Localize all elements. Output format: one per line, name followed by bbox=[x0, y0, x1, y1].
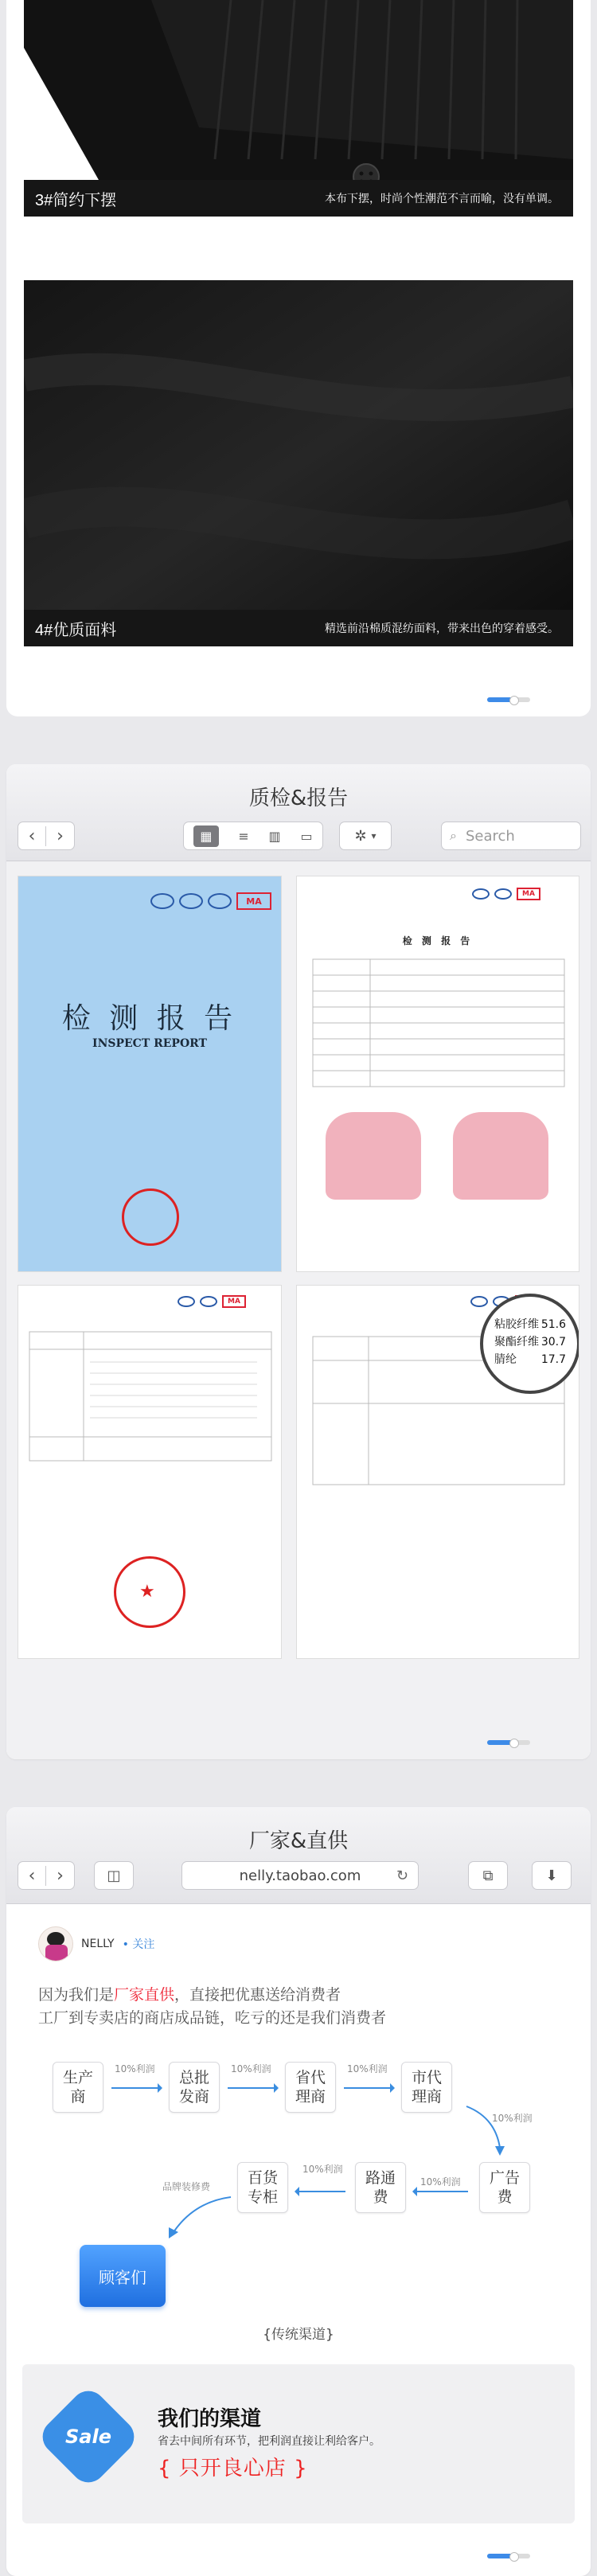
arrow-label: 10%利润 bbox=[115, 2063, 155, 2074]
follow-label: 关注 bbox=[132, 1938, 155, 1951]
column-view-icon[interactable]: ▥ bbox=[268, 828, 281, 844]
node-department-store bbox=[237, 2162, 288, 2213]
intro-text bbox=[38, 1984, 386, 2030]
node-province-agent bbox=[285, 2062, 336, 2113]
avatar[interactable] bbox=[38, 1926, 73, 1961]
flow-arrow bbox=[416, 2191, 468, 2192]
search-placeholder: Search bbox=[466, 827, 515, 845]
stamp-star-icon: ★ bbox=[139, 1582, 155, 1602]
cma-logo-icon: MA bbox=[517, 888, 540, 900]
sale-badge-label: Sale bbox=[65, 2425, 111, 2448]
node-city-agent bbox=[401, 2062, 452, 2113]
flow-arrow bbox=[228, 2087, 275, 2089]
factory-panel bbox=[6, 1807, 591, 2576]
channel-slogan: { 只开良心店 } bbox=[158, 2457, 308, 2480]
caption-bar bbox=[24, 610, 573, 646]
arrow-label: 10%利润 bbox=[492, 2113, 533, 2124]
node-label: 路通费 bbox=[365, 2169, 396, 2206]
action-button[interactable] bbox=[339, 822, 392, 850]
caption-title: 4#优质面料 bbox=[35, 621, 117, 639]
list-view-icon[interactable]: ≡ bbox=[238, 828, 249, 844]
tabs-icon: ⧉ bbox=[482, 1867, 494, 1884]
cma-logo-icon: MA bbox=[236, 892, 271, 910]
red-stamp bbox=[122, 1188, 179, 1246]
customer-node bbox=[80, 2245, 166, 2307]
sidebar-button[interactable] bbox=[94, 1861, 134, 1890]
chevron-down-icon: ▾ bbox=[371, 830, 377, 841]
node-ads bbox=[479, 2162, 530, 2213]
report-table bbox=[297, 876, 579, 1272]
nav-buttons bbox=[18, 1861, 75, 1890]
cma-logo-icon: MA bbox=[222, 1295, 246, 1308]
scroll-indicator[interactable] bbox=[487, 1740, 530, 1745]
panel-title: 质检&报告 bbox=[248, 786, 349, 810]
flow-arrow bbox=[111, 2087, 159, 2089]
scroll-indicator[interactable] bbox=[487, 697, 530, 702]
fiber-row bbox=[494, 1333, 566, 1351]
magnifier-zoom bbox=[480, 1294, 579, 1394]
cover-subtitle: INSPECT REPORT bbox=[92, 1037, 207, 1050]
gallery-view-icon[interactable]: ▭ bbox=[300, 828, 313, 844]
traditional-channel-label: {传统渠道} bbox=[263, 2327, 334, 2343]
caption-bar bbox=[24, 180, 573, 217]
finder-toolbar bbox=[6, 764, 591, 861]
reload-icon[interactable]: ↻ bbox=[396, 1867, 408, 1884]
arrow-label: 品牌装修费 bbox=[162, 2181, 211, 2192]
download-icon: ⬇ bbox=[545, 1867, 558, 1884]
flow-arrow-curve bbox=[463, 2102, 511, 2157]
report-page-4[interactable] bbox=[296, 1285, 579, 1659]
back-icon[interactable]: ‹ bbox=[18, 826, 46, 846]
search-icon: ⌕ bbox=[450, 828, 457, 843]
node-general-wholesaler bbox=[169, 2062, 220, 2113]
browser-toolbar bbox=[6, 1807, 591, 1904]
report-cover[interactable] bbox=[18, 876, 282, 1272]
intro-text-part: 因为我们是 bbox=[38, 1986, 115, 2004]
node-label: 广告费 bbox=[489, 2169, 520, 2206]
pink-sweater-back bbox=[453, 1112, 548, 1200]
nav-buttons bbox=[18, 822, 75, 850]
panel-title: 厂家&直供 bbox=[248, 1829, 349, 1853]
report-panel bbox=[6, 764, 591, 1759]
node-producer bbox=[53, 2062, 103, 2113]
view-switcher bbox=[183, 822, 323, 850]
caption-title: 3#简约下摆 bbox=[35, 191, 117, 209]
back-icon[interactable]: ‹ bbox=[18, 1866, 46, 1886]
gear-icon: ✲ bbox=[354, 827, 367, 845]
intro-text-part: ，直接把优惠送给消费者 bbox=[174, 1986, 341, 2004]
url-text: nelly.taobao.com bbox=[239, 1867, 361, 1884]
node-label: 市代理商 bbox=[411, 2069, 442, 2106]
fiber-value: 17.7 bbox=[540, 1353, 566, 1366]
scroll-indicator[interactable] bbox=[487, 2554, 530, 2558]
icon-view-icon[interactable]: ▦ bbox=[193, 825, 218, 847]
cover-title: 检 测 报 告 bbox=[61, 1002, 238, 1035]
caption-desc: 精选前沿棉质混纺面料，带来出色的穿着感受。 bbox=[325, 622, 559, 634]
pink-sweater-front bbox=[326, 1112, 421, 1200]
fiber-value: 51.6 bbox=[540, 1318, 566, 1331]
cnas-logo-icon bbox=[179, 893, 203, 909]
shop-name: NELLY bbox=[81, 1938, 115, 1950]
flow-arrow bbox=[298, 2191, 345, 2192]
channel-title: 我们的渠道 bbox=[158, 2407, 262, 2431]
search-input[interactable] bbox=[441, 822, 581, 850]
forward-icon[interactable]: › bbox=[57, 1865, 64, 1886]
node-channel-fee bbox=[355, 2162, 406, 2213]
intro-line-2: 工厂到专卖店的商店成品链，吃亏的还是我们消费者 bbox=[38, 2009, 387, 2027]
channel-subtitle: 省去中间所有环节，把利润直接让利给客户。 bbox=[158, 2435, 380, 2448]
node-label: 生产商 bbox=[62, 2069, 93, 2106]
fabric-section bbox=[6, 0, 591, 716]
node-label: 百货专柜 bbox=[247, 2169, 278, 2206]
arrow-label: 10%利润 bbox=[302, 2164, 343, 2175]
intro-line-1 bbox=[38, 1984, 386, 2007]
forward-icon[interactable]: › bbox=[57, 825, 64, 846]
sidebar-icon: ◫ bbox=[107, 1867, 121, 1884]
fiber-label: 聚酯纤维 bbox=[494, 1336, 539, 1348]
shop-profile bbox=[38, 1926, 154, 1961]
intro-highlight: 厂家直供 bbox=[114, 1986, 175, 2004]
doc-heading: 检 测 报 告 bbox=[402, 935, 474, 946]
hem-photo bbox=[24, 0, 573, 217]
report-page-2[interactable] bbox=[296, 876, 579, 1272]
fiber-row bbox=[494, 1316, 566, 1333]
follow-button[interactable]: • 关注 bbox=[122, 1938, 155, 1951]
cert-logo-icon bbox=[150, 893, 174, 909]
fabric-illustration bbox=[24, 280, 573, 646]
fiber-label: 粘胶纤维 bbox=[494, 1318, 539, 1331]
report-grid bbox=[6, 861, 591, 1759]
tabs-button[interactable] bbox=[468, 1861, 508, 1890]
node-label: 总批发商 bbox=[178, 2069, 209, 2106]
arrow-label: 10%利润 bbox=[420, 2176, 461, 2188]
our-channel-banner bbox=[22, 2364, 575, 2523]
cert-logos bbox=[150, 892, 271, 910]
address-bar[interactable] bbox=[181, 1861, 419, 1890]
caption-desc: 本布下摆，时尚个性潮范不言而喻，没有单调。 bbox=[325, 192, 559, 205]
fiber-row bbox=[494, 1351, 566, 1368]
node-label: 省代理商 bbox=[295, 2069, 326, 2106]
download-button[interactable] bbox=[532, 1861, 572, 1890]
sale-badge-icon bbox=[36, 2384, 142, 2490]
arrow-label: 10%利润 bbox=[231, 2063, 271, 2074]
fiber-label: 腈纶 bbox=[494, 1353, 517, 1366]
arrow-label: 10%利润 bbox=[347, 2063, 388, 2074]
ilac-logo-icon bbox=[208, 893, 232, 909]
flow-arrow-curve bbox=[162, 2194, 234, 2242]
report-page-3[interactable] bbox=[18, 1285, 282, 1659]
fiber-value: 30.7 bbox=[540, 1336, 566, 1348]
fabric-photo bbox=[24, 280, 573, 646]
flow-arrow bbox=[344, 2087, 392, 2089]
node-label: 顾客们 bbox=[99, 2267, 146, 2287]
